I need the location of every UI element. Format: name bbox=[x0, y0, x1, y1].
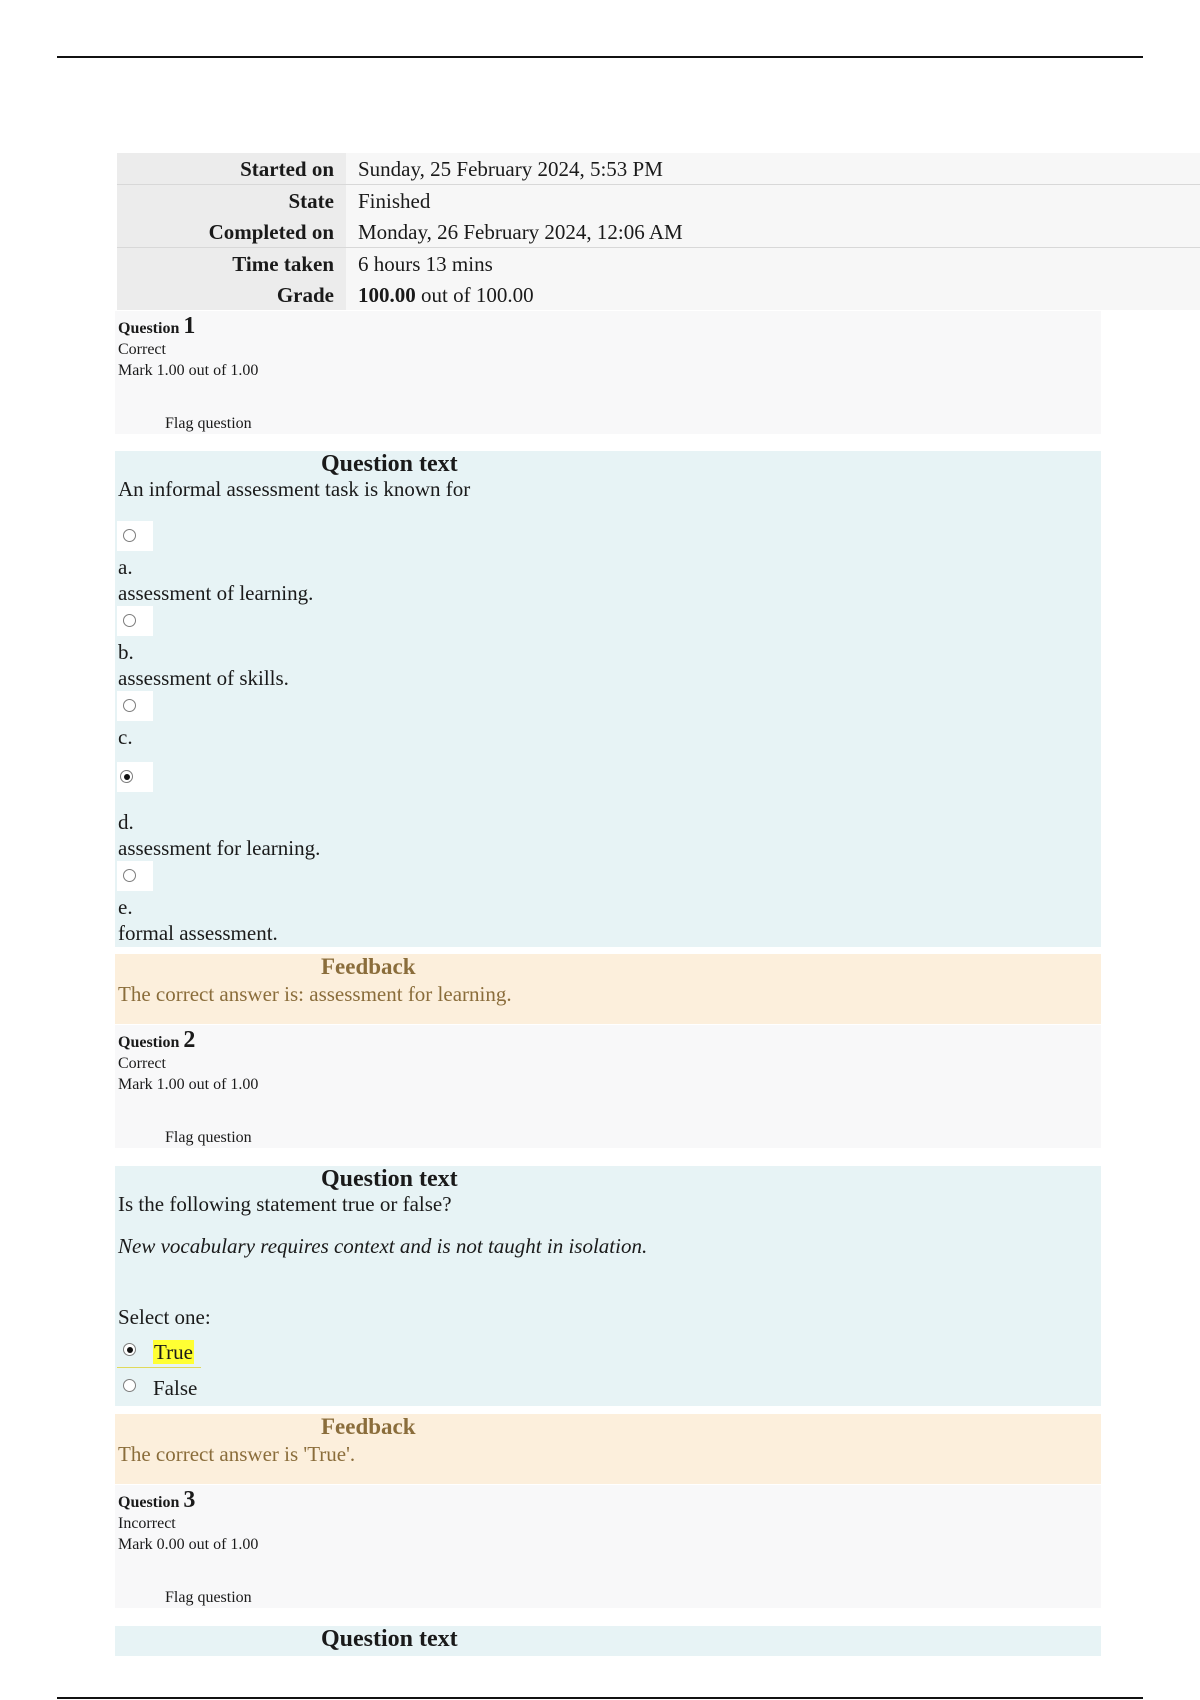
summary-value: Finished bbox=[346, 185, 1200, 216]
question-mark: Mark 0.00 out of 1.00 bbox=[118, 1536, 259, 1553]
summary-value bbox=[346, 279, 1200, 310]
summary-row-completed bbox=[117, 216, 1200, 247]
feedback-text: The correct answer is 'True'. bbox=[118, 1442, 356, 1466]
summary-label: Grade bbox=[117, 279, 346, 310]
question-3-text-block bbox=[115, 1626, 1101, 1656]
question-state: Correct bbox=[118, 1055, 166, 1072]
option-text: formal assessment. bbox=[118, 921, 278, 945]
summary-label: State bbox=[117, 185, 346, 216]
summary-label: Completed on bbox=[117, 216, 346, 247]
radio-circle-checked bbox=[123, 1343, 136, 1356]
option-letter: b. bbox=[118, 640, 134, 664]
question-text-heading: Question text bbox=[321, 1626, 458, 1652]
question-2-feedback bbox=[115, 1414, 1101, 1484]
question-1-info bbox=[115, 311, 1101, 434]
question-2-info bbox=[115, 1025, 1101, 1148]
option-letter: a. bbox=[118, 555, 133, 579]
flag-question-link[interactable]: Flag question bbox=[165, 1589, 252, 1606]
highlight-underline bbox=[117, 1367, 201, 1368]
question-label: Question bbox=[118, 320, 180, 337]
question-number bbox=[118, 1027, 195, 1054]
question-state: Incorrect bbox=[118, 1515, 176, 1532]
false-radio[interactable] bbox=[117, 1371, 151, 1399]
question-number-value: 1 bbox=[183, 313, 196, 339]
feedback-heading: Feedback bbox=[321, 1414, 416, 1439]
option-text: assessment of skills. bbox=[118, 666, 289, 690]
true-option-label[interactable] bbox=[153, 1340, 194, 1365]
summary-label: Started on bbox=[117, 153, 346, 184]
top-rule bbox=[57, 56, 1143, 58]
option-text: assessment for learning. bbox=[118, 836, 321, 860]
radio-circle-checked bbox=[120, 770, 133, 783]
flag-question-link[interactable]: Flag question bbox=[165, 1129, 252, 1146]
question-label: Question bbox=[118, 1034, 180, 1051]
summary-row-time bbox=[117, 247, 1200, 279]
summary-value: Monday, 26 February 2024, 12:06 AM bbox=[346, 216, 1200, 247]
bottom-rule bbox=[57, 1697, 1143, 1699]
false-option-label[interactable]: False bbox=[153, 1376, 198, 1400]
summary-row-started bbox=[117, 153, 1200, 184]
summary-value: Sunday, 25 February 2024, 5:53 PM bbox=[346, 153, 1200, 184]
question-mark: Mark 1.00 out of 1.00 bbox=[118, 1076, 259, 1093]
selected-answer-highlight: True bbox=[154, 1340, 193, 1364]
attempt-summary-table bbox=[117, 153, 1200, 310]
radio-circle bbox=[123, 614, 136, 627]
question-label: Question bbox=[118, 1494, 180, 1511]
option-e-radio[interactable] bbox=[117, 861, 153, 891]
question-2-text-block bbox=[115, 1166, 1101, 1406]
true-radio[interactable] bbox=[117, 1335, 151, 1363]
question-3-info bbox=[115, 1485, 1101, 1608]
option-letter: c. bbox=[118, 725, 133, 749]
question-number-value: 3 bbox=[183, 1487, 196, 1513]
grade-score: 100.00 bbox=[358, 283, 416, 307]
summary-row-grade bbox=[117, 279, 1200, 310]
option-text: assessment of learning. bbox=[118, 581, 314, 605]
question-statement: New vocabulary requires context and is not taught in isolation. bbox=[118, 1234, 648, 1258]
question-mark: Mark 1.00 out of 1.00 bbox=[118, 362, 259, 379]
question-number bbox=[118, 1487, 195, 1514]
grade-total: out of 100.00 bbox=[415, 283, 534, 307]
radio-circle bbox=[123, 699, 136, 712]
summary-label: Time taken bbox=[117, 248, 346, 279]
feedback-text: The correct answer is: assessment for learning. bbox=[118, 982, 512, 1006]
question-prompt: Is the following statement true or false? bbox=[118, 1192, 452, 1216]
question-1-text-block bbox=[115, 451, 1101, 947]
feedback-heading: Feedback bbox=[321, 954, 416, 979]
question-number-value: 2 bbox=[183, 1027, 196, 1053]
option-letter: d. bbox=[118, 810, 134, 834]
select-one-label: Select one: bbox=[118, 1305, 211, 1329]
option-b-radio[interactable] bbox=[117, 606, 153, 636]
option-letter: e. bbox=[118, 895, 133, 919]
option-d-radio[interactable] bbox=[117, 762, 153, 792]
question-text-heading: Question text bbox=[321, 451, 458, 477]
radio-circle bbox=[123, 1379, 136, 1392]
option-a-radio[interactable] bbox=[117, 521, 153, 551]
summary-row-state bbox=[117, 184, 1200, 216]
option-c-radio[interactable] bbox=[117, 691, 153, 721]
radio-circle bbox=[123, 529, 136, 542]
radio-circle bbox=[123, 869, 136, 882]
question-1-feedback bbox=[115, 954, 1101, 1024]
summary-value: 6 hours 13 mins bbox=[346, 248, 1200, 279]
question-number bbox=[118, 313, 195, 340]
flag-question-link[interactable]: Flag question bbox=[165, 415, 252, 432]
question-state: Correct bbox=[118, 341, 166, 358]
question-prompt: An informal assessment task is known for bbox=[118, 477, 471, 501]
question-text-heading: Question text bbox=[321, 1166, 458, 1192]
